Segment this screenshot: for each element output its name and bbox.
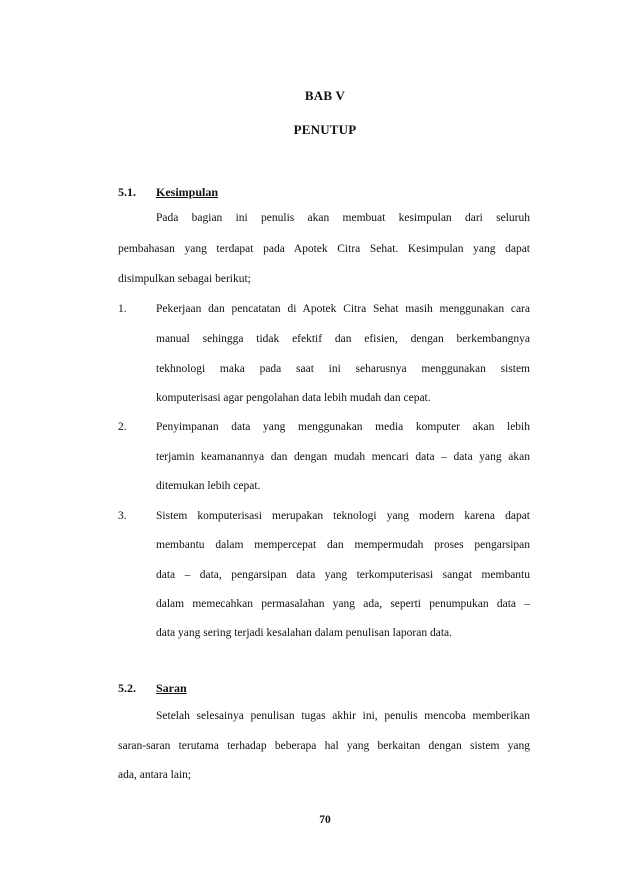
page-number: 70	[319, 814, 331, 826]
section-number: 5.1.	[118, 185, 136, 199]
list-item-line: manual sehingga tidak efektif dan efisien, dengan berkembangnya	[156, 333, 530, 345]
section-heading-kesimpulan	[118, 185, 218, 200]
list-item-number: 1.	[118, 303, 127, 315]
chapter-title: PENUTUP	[293, 122, 357, 137]
section-number: 5.2.	[118, 681, 136, 695]
list-item-line: membantu dalam mempercepat dan mempermudah proses pengarsipan	[156, 539, 530, 551]
list-item-line: Pekerjaan dan pencatatan di Apotek Citra Sehat masih menggunakan cara	[156, 303, 530, 315]
section-title: Kesimpulan	[156, 185, 219, 199]
list-item-line: dalam memecahkan permasalahan yang ada, seperti penumpukan data –	[156, 598, 530, 610]
list-item-line: ditemukan lebih cepat.	[156, 480, 261, 492]
list-item-line: Penyimpanan data yang menggunakan media komputer akan lebih	[156, 421, 530, 433]
paragraph-line: ada, antara lain;	[118, 769, 192, 781]
section-title: Saran	[156, 681, 187, 695]
list-item-number: 3.	[118, 510, 127, 522]
list-item-line: komputerisasi agar pengolahan data lebih mudah dan cepat.	[156, 392, 431, 404]
list-item-number: 2.	[118, 421, 127, 433]
paragraph-line: pembahasan yang terdapat pada Apotek Citra Sehat. Kesimpulan yang dapat	[118, 243, 530, 255]
section-heading-saran	[118, 681, 187, 696]
list-item-line: tekhnologi maka pada saat ini seharusnya menggunakan sistem	[156, 363, 530, 375]
paragraph-line: saran-saran terutama terhadap beberapa hal yang berkaitan dengan sistem yang	[118, 740, 530, 752]
chapter-label: BAB V	[304, 88, 346, 103]
list-item-line: terjamin keamanannya dan dengan mudah mencari data – data yang akan	[156, 451, 530, 463]
paragraph-line: disimpulkan sebagai berikut;	[118, 273, 251, 285]
list-item-line: data – data, pengarsipan data yang terkomputerisasi sangat membantu	[156, 569, 530, 581]
paragraph-line: Setelah selesainya penulisan tugas akhir ini, penulis mencoba memberikan	[156, 710, 530, 722]
list-item-line: data yang sering terjadi kesalahan dalam penulisan laporan data.	[156, 627, 453, 639]
list-item-line: Sistem komputerisasi merupakan teknologi yang modern karena dapat	[156, 510, 530, 522]
paragraph-line: Pada bagian ini penulis akan membuat kesimpulan dari seluruh	[156, 212, 530, 224]
